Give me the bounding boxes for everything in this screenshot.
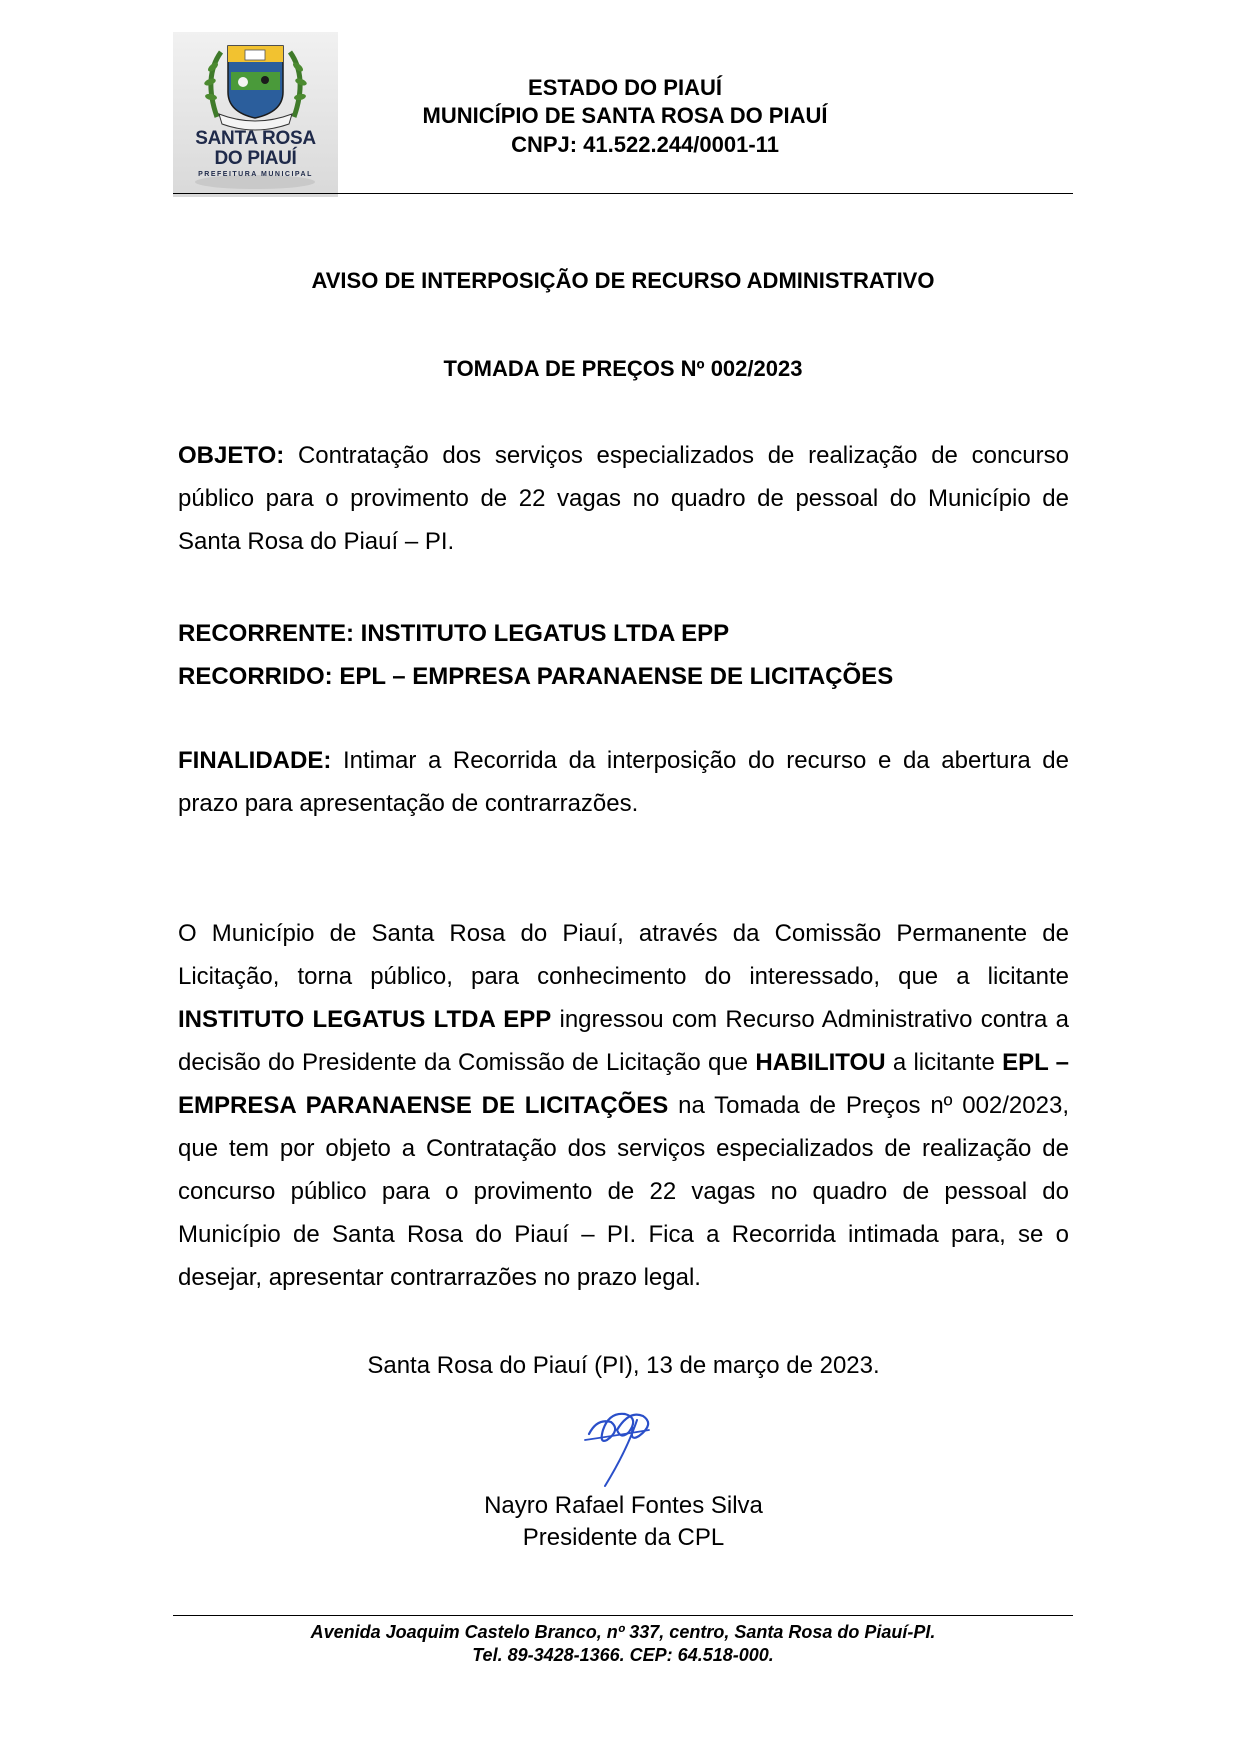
body-text-4: na Tomada de Preços nº 002/2023, que tem por objeto a Contratação dos serviços especializados de realização de concurso público para o provimento de 22 vagas no quadro de pessoal do Município de Santa Rosa do Piauí – PI. Fica a Recorrida intimada para, se o desejar, apresentar contrarrazões no prazo legal.: [178, 1092, 1069, 1291]
municipal-logo: [173, 32, 338, 197]
handwritten-signature: [577, 1390, 667, 1495]
footer-divider: [173, 1615, 1073, 1616]
recorrido-line: RECORRIDO: EPL – EMPRESA PARANAENSE DE LICITAÇÕES: [178, 663, 894, 690]
header-cnpj: CNPJ: 41.522.244/0001-11: [511, 132, 779, 157]
header-divider: [173, 193, 1073, 194]
finalidade-text: Intimar a Recorrida da interposição do recurso e da abertura de prazo para apresentação de contrarrazões.: [178, 747, 1069, 817]
finalidade-paragraph: [178, 739, 1069, 825]
signer-name: Nayro Rafael Fontes Silva: [484, 1492, 763, 1519]
footer-address: Avenida Joaquim Castelo Branco, nº 337, centro, Santa Rosa do Piauí-PI.: [310, 1622, 936, 1642]
recorrente-line: RECORRENTE: INSTITUTO LEGATUS LTDA EPP: [178, 620, 730, 647]
body-paragraph: [178, 912, 1069, 1299]
body-text-3: a licitante: [885, 1049, 1003, 1076]
objeto-paragraph: [178, 434, 1069, 563]
footer-contact: Tel. 89-3428-1366. CEP: 64.518-000.: [472, 1645, 774, 1665]
header-state: ESTADO DO PIAUÍ: [528, 75, 722, 100]
logo-text-line3: PREFEITURA MUNICIPAL: [198, 171, 313, 178]
logo-text-line1: SANTA ROSA: [195, 128, 316, 149]
document-subtitle: TOMADA DE PREÇOS Nº 002/2023: [443, 356, 803, 381]
place-date: Santa Rosa do Piauí (PI), 13 de março de 2023.: [367, 1352, 880, 1379]
body-bold-habilitou: HABILITOU: [755, 1049, 886, 1076]
signer-role: Presidente da CPL: [522, 1524, 725, 1551]
signer-block: [178, 1490, 1069, 1554]
body-bold-recorrido: EPL – EMPRESA PARANAENSE DE LICITAÇÕES: [178, 1049, 1070, 1119]
body-text-2: ingressou com Recurso Administrativo contra a decisão do Presidente da Comissão de Licitação que: [178, 1006, 1070, 1076]
finalidade-label: FINALIDADE:: [178, 747, 332, 774]
body-bold-recorrente: INSTITUTO LEGATUS LTDA EPP: [178, 1006, 552, 1033]
objeto-label: OBJETO:: [178, 442, 285, 469]
logo-text-line2: DO PIAUÍ: [214, 148, 297, 169]
header-municipality: MUNICÍPIO DE SANTA ROSA DO PIAUÍ: [422, 103, 828, 128]
body-text-1: O Município de Santa Rosa do Piauí, através da Comissão Permanente de Licitação, torna público, para conhecimento do interessado, que a licitante: [178, 920, 1069, 990]
document-title: AVISO DE INTERPOSIÇÃO DE RECURSO ADMINISTRATIVO: [311, 268, 935, 293]
objeto-text: Contratação dos serviços especializados de realização de concurso público para o provimento de 22 vagas no quadro de pessoal do Município de Santa Rosa do Piauí – PI.: [178, 442, 1069, 555]
parties-block: [178, 612, 1069, 698]
